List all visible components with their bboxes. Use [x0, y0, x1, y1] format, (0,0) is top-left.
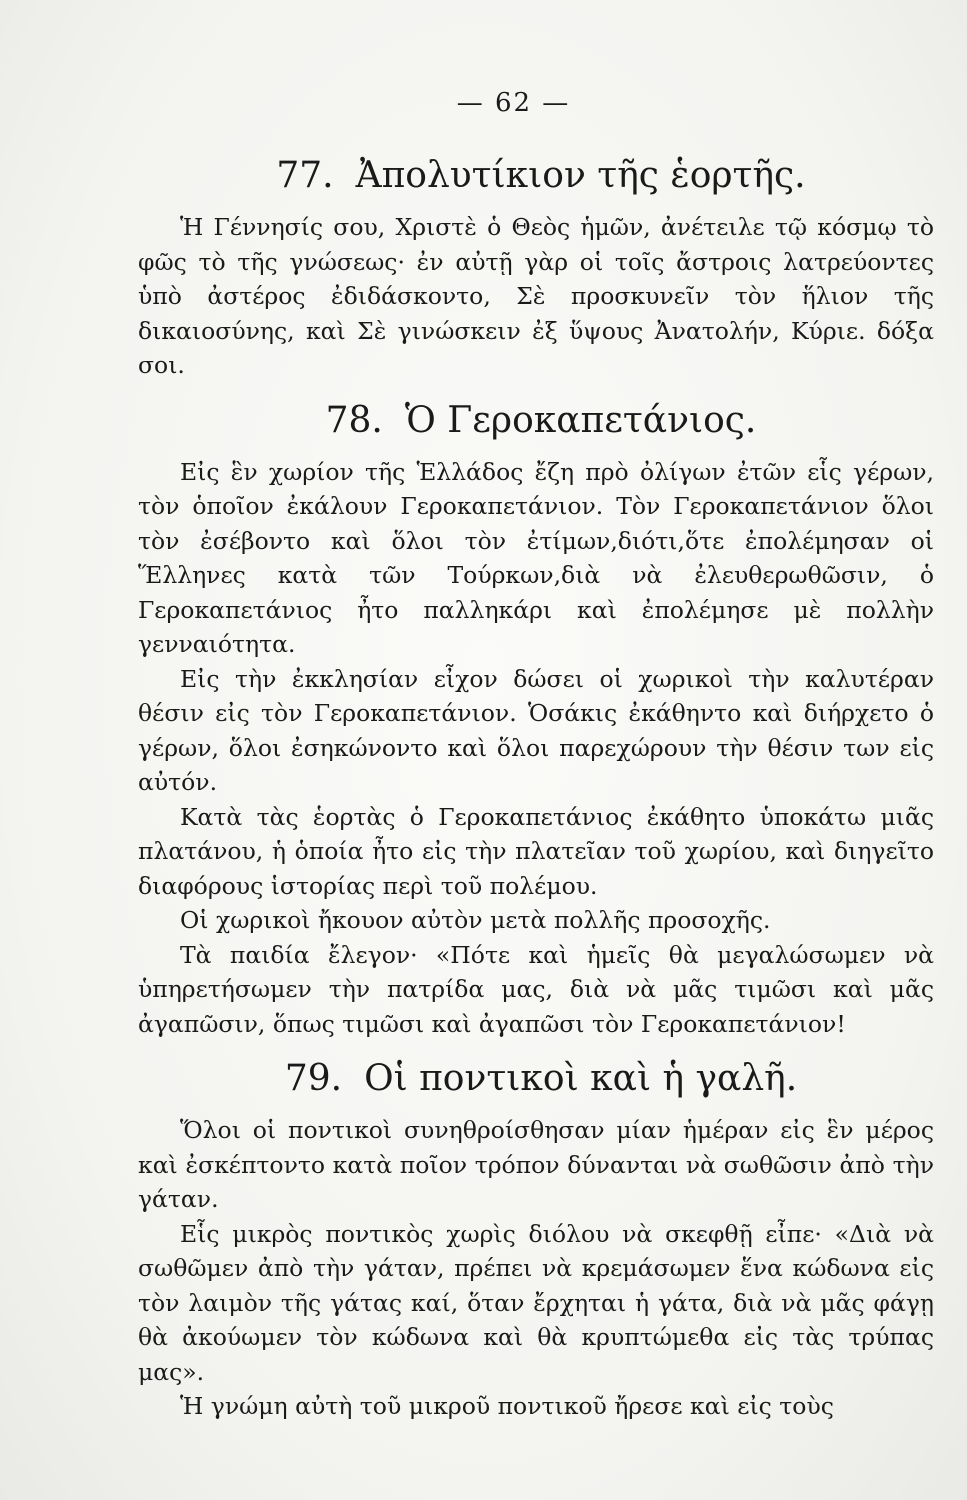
- paragraph: Οἱ χωρικοὶ ἤκουον αὐτὸν μετὰ πολλῆς προσοχῆς.: [180, 906, 771, 934]
- section-number: 79.: [284, 1058, 343, 1099]
- paragraph: Ἡ γνώμη αὐτὴ τοῦ μικροῦ ποντικοῦ ἤρεσε καὶ εἰς τοὺς: [180, 1392, 834, 1420]
- section-heading: [138, 1055, 934, 1103]
- section-title: Ὁ Γεροκαπετάνιος.: [404, 399, 757, 441]
- paragraph: Ὅλοι οἱ ποντικοὶ συνηθροίσθησαν μίαν ἡμέραν εἰς ἓν μέρος καὶ ἐσκέπτοντο κατὰ ποῖον τρόπον δύνανται νὰ σωθῶσιν ἀπὸ τὴν γάταν.: [138, 1116, 934, 1213]
- page-content: [138, 148, 934, 1424]
- paragraph: Τὰ παιδία ἔλεγον· «Πότε καὶ ἡμεῖς θὰ μεγαλώσωμεν νὰ ὑπηρετήσωμεν τὴν πατρίδα μας, διὰ νὰ μᾶς τιμῶσι καὶ μᾶς ἀγαπῶσιν, ὅπως τιμῶσι καὶ ἀγαπῶσι τὸν Γεροκαπετάνιον!: [138, 940, 934, 1038]
- page-number: — 62 —: [456, 88, 571, 118]
- section-title: Οἱ ποντικοὶ καὶ ἡ γαλῆ.: [364, 1058, 798, 1099]
- section-heading: [138, 397, 934, 445]
- section-title: Ἀπολυτίκιον τῆς ἑορτῆς.: [355, 155, 806, 196]
- section-79: [138, 1055, 934, 1424]
- section-number: 78.: [325, 399, 383, 441]
- section-heading: [138, 152, 934, 200]
- section-77: [138, 152, 934, 383]
- paragraph: Εἰς τὴν ἐκκλησίαν εἶχον δώσει οἱ χωρικοὶ τὴν καλυτέραν θέσιν εἰς τὸν Γεροκαπετάνιον. Ὁσάκις ἐκάθηντο καὶ διήρχετο ὁ γέρων, ὅλοι ἐσηκώνοντο καὶ ὅλοι παρεχώρουν τὴν θέσιν των εἰς αὐτόν.: [138, 664, 934, 796]
- paragraph: Εἷς μικρὸς ποντικὸς χωρὶς διόλου νὰ σκεφθῇ εἶπε· «Διὰ νὰ σωθῶμεν ἀπὸ τὴν γάταν, πρέπει νὰ κρεμάσωμεν ἕνα κώδωνα εἰς τὸν λαιμὸν τῆς γάτας καί, ὅταν ἔρχηται ἡ γάτα, διὰ νὰ μᾶς φάγῃ θὰ ἀκούωμεν τὸν κώδωνα καὶ θὰ κρυπτώμεθα εἰς τὰς τρύπας μας».: [138, 1219, 934, 1386]
- paragraph: Εἰς ἓν χωρίον τῆς Ἑλλάδος ἔζη πρὸ ὀλίγων ἐτῶν εἷς γέρων, τὸν ὁποῖον ἐκάλουν Γεροκαπετάνιον. Τὸν Γεροκαπετάνιον ὅλοι τὸν ἐσέβοντο καὶ ὅλοι τὸν ἐτίμων,διότι,ὅτε ἐπολέμησαν οἱ Ἕλληνες κατὰ τῶν Τούρκων,διὰ νὰ ἐλευθερωθῶσιν, ὁ Γεροκαπετάνιος ἦτο παλληκάρι καὶ ἐπολέμησε μὲ πολλὴν γενναιότητα.: [138, 457, 934, 658]
- paragraph: Ἡ Γέννησίς σου, Χριστὲ ὁ Θεὸς ἡμῶν, ἀνέτειλε τῷ κόσμῳ τὸ φῶς τὸ τῆς γνώσεως· ἐν αὐτῇ γὰρ οἱ τοῖς ἄστροις λατρεύοντες ὑπὸ ἀστέρος ἐδιδάσκοντο, Σὲ προσκυνεῖν τὸν ἥλιον τῆς δικαιοσύνης, καὶ Σὲ γινώσκειν ἐξ ὕψους Ἀνατολήν, Κύριε. δόξα σοι.: [138, 213, 934, 379]
- section-78: [138, 397, 934, 1042]
- section-number: 77.: [276, 155, 334, 196]
- paragraph: Κατὰ τὰς ἑορτὰς ὁ Γεροκαπετάνιος ἐκάθητο ὑποκάτω μιᾶς πλατάνου, ἡ ὁποία ἦτο εἰς τὴν πλατεῖαν τοῦ χωρίου, καὶ διηγεῖτο διαφόρους ἱστορίας περὶ τοῦ πολέμου.: [138, 802, 934, 900]
